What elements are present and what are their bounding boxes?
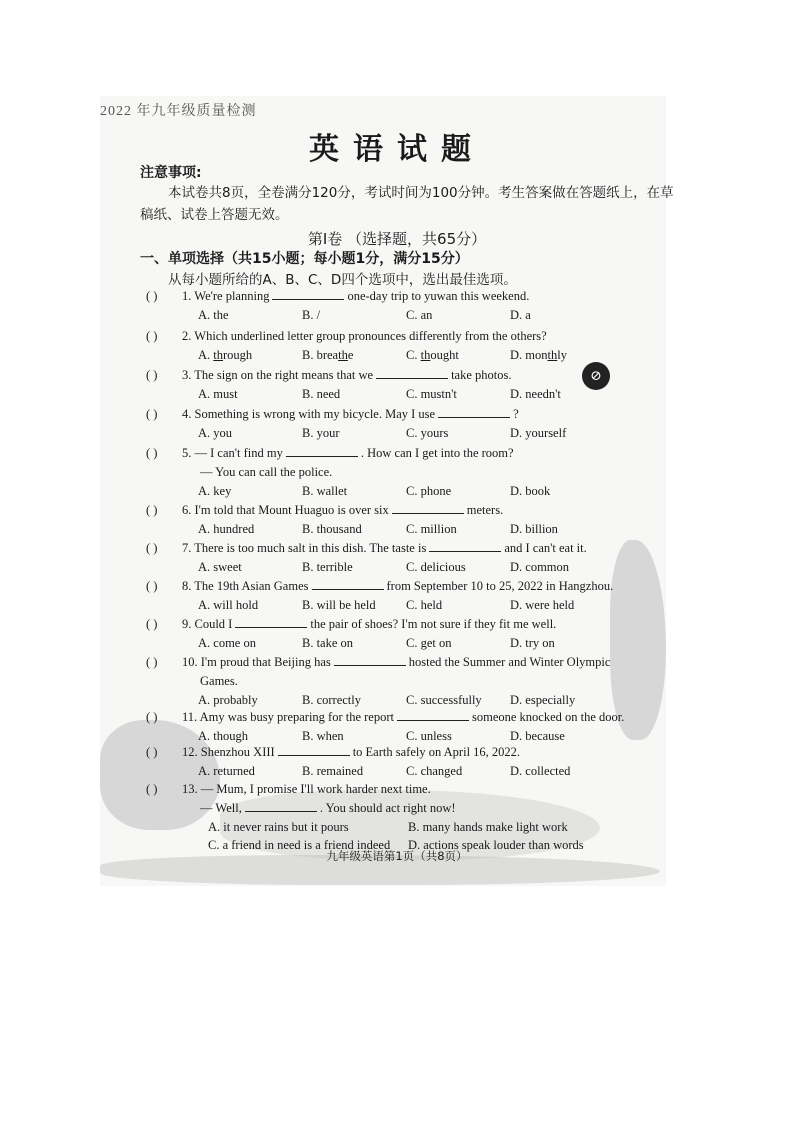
question-text: 13. — Mum, I promise I'll work harder next time. [182, 782, 431, 796]
question-line-2 [200, 465, 332, 480]
notice-heading: 注意事项: [140, 165, 202, 181]
exam-header-cut: 2022 年九年级质量检测 [100, 104, 257, 119]
option[interactable]: D. billion [510, 522, 558, 536]
question-line [146, 710, 624, 725]
question-line-2 [200, 801, 456, 816]
question-text-after: the pair of shoes? I'm not sure if they fit me well. [310, 617, 557, 631]
question-text-after: . How can I get into the room? [360, 446, 514, 460]
question-text-after: meters. [466, 503, 504, 517]
answer-paren[interactable]: ( ) [146, 617, 158, 631]
option[interactable]: A. must [198, 387, 238, 401]
option[interactable]: B. will be held [302, 598, 376, 612]
question-line [146, 407, 519, 422]
question-text-after: someone knocked on the door. [472, 710, 625, 724]
question-text: 6. I'm told that Mount Huaguo is over six [182, 503, 389, 517]
answer-blank [312, 579, 384, 590]
option[interactable]: C. delicious [406, 560, 466, 574]
no-camera-icon: ⊘ [582, 362, 610, 390]
option[interactable]: D. a [510, 308, 531, 322]
option[interactable]: D. because [510, 729, 565, 743]
option[interactable]: B. remained [302, 764, 364, 778]
answer-blank [392, 503, 464, 514]
question-text: 5. — I can't find my [182, 446, 283, 460]
question-line [146, 446, 514, 461]
question-text-after: take photos. [451, 368, 512, 382]
answer-paren[interactable]: ( ) [146, 579, 158, 593]
question-line [146, 503, 503, 518]
answer-paren[interactable]: ( ) [146, 446, 158, 460]
option[interactable]: B. when [302, 729, 344, 743]
question-text: 2. Which underlined letter group pronounces differently from the others? [182, 329, 547, 343]
option[interactable]: D. try on [510, 636, 555, 650]
question-line [146, 289, 529, 304]
option[interactable]: D. book [510, 484, 551, 498]
notice-body: 本试卷共8页，全卷满分120分，考试时间为100分钟。考生答案做在答题纸上，在草稿纸、试卷上答题无效。 [140, 185, 674, 223]
option[interactable]: C. a friend in need is a friend indeed [208, 838, 391, 852]
option[interactable]: A. through [198, 348, 253, 362]
question-line [146, 329, 547, 344]
answer-paren[interactable]: ( ) [146, 710, 158, 724]
option[interactable]: C. phone [406, 484, 452, 498]
option[interactable]: A. sweet [198, 560, 242, 574]
answer-blank [429, 541, 501, 552]
question-text-after: to Earth safely on April 16, 2022. [352, 745, 521, 759]
question-text-after: and I can't eat it. [504, 541, 587, 555]
question-line [146, 745, 520, 760]
option[interactable]: A. the [198, 308, 229, 322]
question-line [146, 655, 610, 670]
answer-paren[interactable]: ( ) [146, 407, 158, 421]
question-line [146, 368, 511, 383]
option[interactable]: C. mustn't [406, 387, 457, 401]
page-title: 英语试题 [309, 132, 485, 167]
option[interactable]: D. needn't [510, 387, 561, 401]
answer-blank [235, 617, 307, 628]
question-text-after: one-day trip to yuwan this weekend. [347, 289, 530, 303]
question-text-after: ? [513, 407, 519, 421]
question-line-2 [200, 674, 238, 689]
underlined-letters: th [213, 348, 224, 362]
answer-paren[interactable]: ( ) [146, 503, 158, 517]
option[interactable]: B. breathe [302, 348, 354, 362]
question-text: 10. I'm proud that Beijing has [182, 655, 331, 669]
option[interactable]: B. wallet [302, 484, 348, 498]
question-line [146, 617, 556, 632]
underlined-letters: th [420, 348, 431, 362]
answer-paren[interactable]: ( ) [146, 368, 158, 382]
option[interactable]: B. correctly [302, 693, 362, 707]
answer-paren[interactable]: ( ) [146, 745, 158, 759]
question-text: 9. Could I [182, 617, 233, 631]
option[interactable]: C. an [406, 308, 433, 322]
option[interactable]: D. collected [510, 764, 571, 778]
option[interactable]: C. million [406, 522, 457, 536]
question-line [146, 782, 431, 797]
option[interactable]: A. returned [198, 764, 255, 778]
option[interactable]: A. you [198, 426, 233, 440]
option[interactable]: D. especially [510, 693, 576, 707]
question-text: 3. The sign on the right means that we [182, 368, 374, 382]
answer-blank [278, 745, 350, 756]
option[interactable]: C. changed [406, 764, 463, 778]
option[interactable]: B. your [302, 426, 340, 440]
option[interactable]: D. common [510, 560, 570, 574]
option[interactable]: A. probably [198, 693, 258, 707]
question-text: 1. We're planning [182, 289, 270, 303]
option[interactable]: C. successfully [406, 693, 482, 707]
answer-paren[interactable]: ( ) [146, 782, 158, 796]
question-line [146, 541, 587, 556]
option[interactable]: B. many hands make light work [408, 820, 568, 834]
option[interactable]: B. thousand [302, 522, 362, 536]
question-line [146, 579, 613, 594]
volume-heading: 第Ⅰ卷 （选择题，共65分） [307, 230, 487, 248]
option[interactable]: D. actions speak louder than words [408, 838, 584, 852]
option[interactable]: A. hundred [198, 522, 255, 536]
question-text: 4. Something is wrong with my bicycle. May I use [182, 407, 436, 421]
question-text: 8. The 19th Asian Games [182, 579, 309, 593]
option[interactable]: B. need [302, 387, 341, 401]
answer-paren[interactable]: ( ) [146, 289, 158, 303]
underlined-letters: th [547, 348, 558, 362]
answer-blank [272, 289, 344, 300]
answer-paren[interactable]: ( ) [146, 655, 158, 669]
option[interactable]: A. will hold [198, 598, 259, 612]
answer-paren[interactable]: ( ) [146, 541, 158, 555]
page-footer: 九年级英语第1页（共8页） [326, 849, 468, 863]
answer-blank [245, 801, 317, 812]
question-text-2: — You can call the police. [200, 465, 333, 479]
question-text: 7. There is too much salt in this dish. The taste is [182, 541, 427, 555]
option[interactable]: C. held [406, 598, 443, 612]
option[interactable]: A. key [198, 484, 232, 498]
option[interactable]: B. terrible [302, 560, 353, 574]
question-text: 11. Amy was busy preparing for the report [182, 710, 394, 724]
option[interactable]: B. take on [302, 636, 354, 650]
option[interactable]: A. it never rains but it pours [208, 820, 349, 834]
option[interactable]: C. thought [406, 348, 459, 362]
section-title: 一、单项选择（共15小题；每小题1分，满分15分） [140, 251, 469, 267]
option[interactable]: C. unless [406, 729, 452, 743]
question-text-after: from September 10 to 25, 2022 in Hangzhou. [386, 579, 614, 593]
question-text-2: — Well, [200, 801, 242, 815]
option[interactable]: D. yourself [510, 426, 567, 440]
answer-blank [438, 407, 510, 418]
option[interactable]: D. were held [510, 598, 575, 612]
option[interactable]: C. get on [406, 636, 452, 650]
section-instruction: 从每小题所给的A、B、C、D四个选项中，选出最佳选项。 [168, 272, 517, 288]
answer-paren[interactable]: ( ) [146, 329, 158, 343]
option[interactable]: A. come on [198, 636, 256, 650]
option[interactable]: D. monthly [510, 348, 567, 362]
option[interactable]: B. / [302, 308, 321, 322]
question-text: 12. Shenzhou XIII [182, 745, 275, 759]
underlined-letters: th [338, 348, 348, 362]
answer-blank [334, 655, 406, 666]
question-text-after: hosted the Summer and Winter Olympic [408, 655, 611, 669]
option[interactable]: C. yours [406, 426, 449, 440]
option[interactable]: A. though [198, 729, 248, 743]
question-text-2: Games. [200, 674, 238, 688]
question-text-2-after: . You should act right now! [319, 801, 456, 815]
answer-blank [376, 368, 448, 379]
answer-blank [286, 446, 358, 457]
answer-blank [397, 710, 469, 721]
